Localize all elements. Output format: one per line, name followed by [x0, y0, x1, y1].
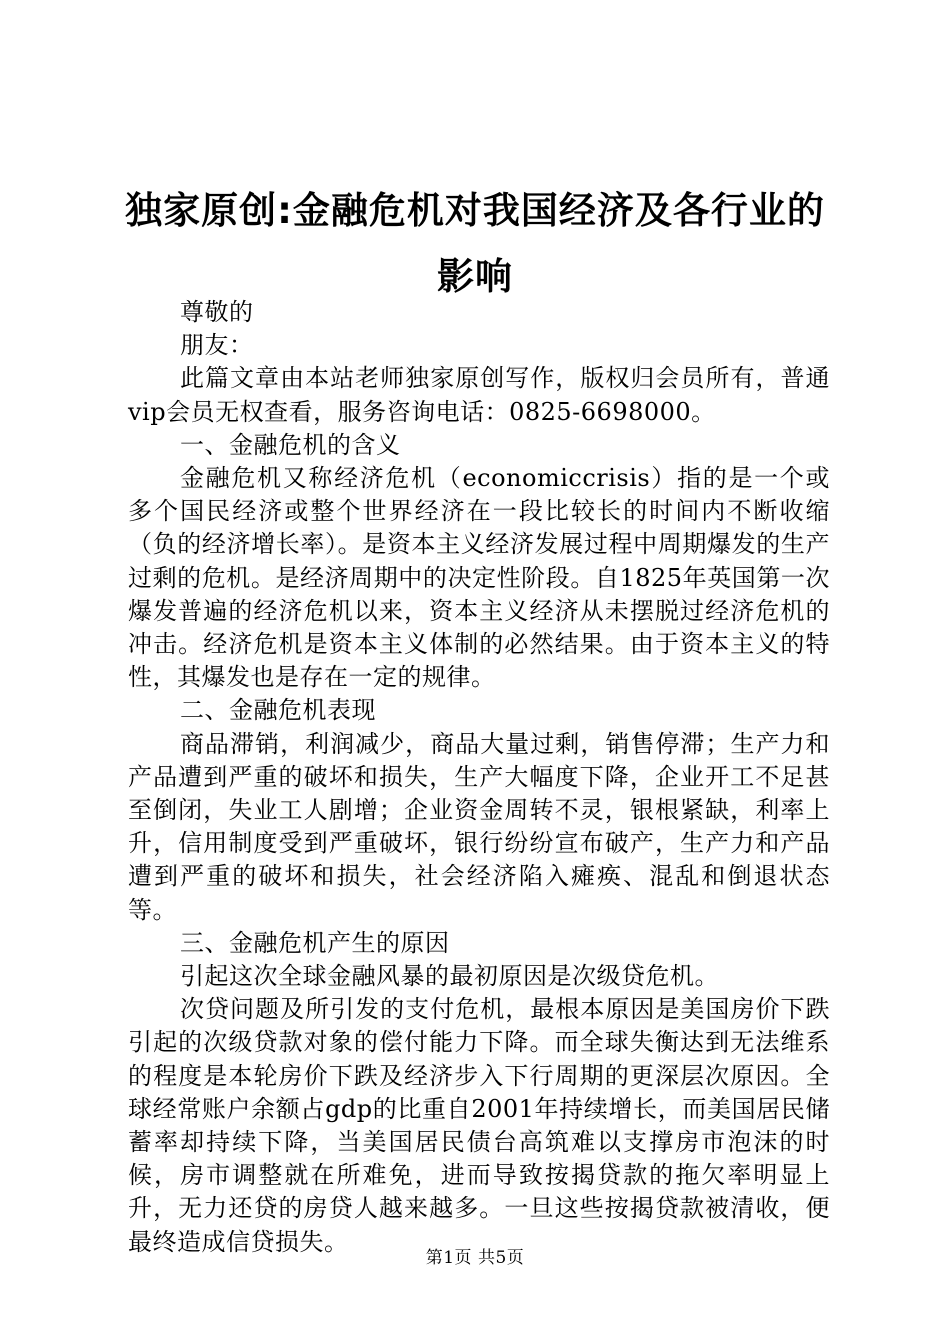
document-title: 独家原创:金融危机对我国经济及各行业的影响	[125, 189, 825, 298]
section-2-paragraph: 商品滞销，利润减少，商品大量过剩，销售停滞；生产力和产品遭到严重的破坏和损失，生产大幅度下降，企业开工不足甚至倒闭，失业工人剧增；企业资金周转不灵，银根紧缺，利率上升，信用制度受到严重破坏，银行纷纷宣布破产，生产力和产品遭到严重的破坏和损失，社会经济陷入瘫痪、混乱和倒退状态等。	[128, 729, 830, 924]
document-body	[128, 296, 830, 1259]
copyright-notice: 此篇文章由本站老师独家原创写作，版权归会员所有，普通vip会员无权查看，服务咨询电话：0825-6698000。	[128, 364, 830, 426]
salutation-line-2: 朋友：	[180, 331, 254, 360]
section-3-paragraph-2: 次贷问题及所引发的支付危机，最根本原因是美国房价下跌引起的次级贷款对象的偿付能力下降。而全球失衡达到无法维系的程度是本轮房价下跌及经济步入下行周期的更深层次原因。全球经常账户余额占gdp的比重自2001年持续增长，而美国居民储蓄率却持续下降，当美国居民债台高筑难以支撑房市泡沫的时候，房市调整就在所难免，进而导致按揭贷款的拖欠率明显上升，无力还贷的房贷人越来越多。一旦这些按揭贷款被清收，便最终造成信贷损失。	[128, 995, 830, 1256]
salutation-line-1: 尊敬的	[180, 298, 254, 326]
section-3-paragraph-1: 引起这次全球金融风暴的最初原因是次级贷危机。	[180, 962, 719, 991]
section-1-paragraph: 金融危机又称经济危机（economiccrisis）指的是一个或多个国民经济或整个世界经济在一段比较长的时间内不断收缩（负的经济增长率）。是资本主义经济发展过程中周期爆发的生产过剩的危机。是经济周期中的决定性阶段。自1825年英国第一次爆发普遍的经济危机以来，资本主义经济从未摆脱过经济危机的冲击。经济危机是资本主义体制的必然结果。由于资本主义的特性，其爆发也是存在一定的规律。	[128, 464, 830, 692]
page-number-footer: 第1页 共5页	[425, 1248, 525, 1268]
section-heading-2: 二、金融危机表现	[180, 696, 376, 725]
section-heading-3: 三、金融危机产生的原因	[180, 928, 450, 957]
section-heading-1: 一、金融危机的含义	[180, 430, 401, 459]
